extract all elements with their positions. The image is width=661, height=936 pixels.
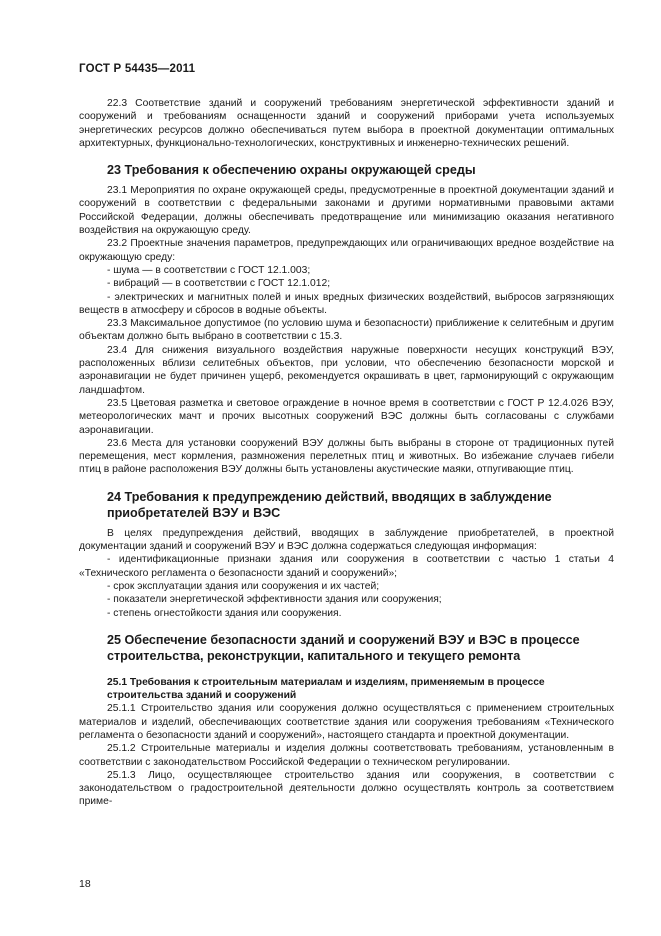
paragraph: 23.6 Места для установки сооружений ВЭУ должны быть выбраны в стороне от традиционных путей перемещения, мест кормления, размножения перелетных птиц и животных. Во избежание случаев гибели птиц в районе расположения ВЭУ должны быть установлены акустические маяки, отпугивающие птиц. xyxy=(79,437,614,476)
list-item: - вибраций — в соответствии с ГОСТ 12.1.012; xyxy=(107,278,331,290)
paragraph: 25.1.1 Строительство здания или сооружения должно осуществляться с применением строительных материалов и изделий, обеспечивающих соответствие здания или сооружения требованиям «Технического регламента о безопасности зданий и сооружений», настоящего стандарта и проектной документации. xyxy=(79,703,614,741)
standard-header: ГОСТ Р 54435—2011 xyxy=(79,63,196,75)
paragraph: 23.4 Для снижения визуального воздействия наружные поверхности несущих конструкций ВЭУ, расположенных вблизи селитебных объектов, при условии, что обеспечению безопасности морской и аэронавигации не будет причинен ущерб, рекомендуется окрашивать в цвет, гармонирующий с окружающим ландшафтом. xyxy=(79,344,614,396)
section-heading: 23 Требования к обеспечению охраны окружающей среды xyxy=(107,163,476,178)
paragraph: 23.3 Максимальное допустимое (по условию шума и безопасности) приближение к селитебным и другим объектам должно быть выбрано в соответствии с 15.3. xyxy=(79,318,614,343)
list-item: - шума — в соответствии с ГОСТ 12.1.003; xyxy=(107,264,311,276)
list-item: - срок эксплуатации здания или сооружения и их частей; xyxy=(107,580,380,592)
spacer xyxy=(79,150,614,162)
document-body xyxy=(79,97,614,809)
paragraph: 25.1.2 Строительные материалы и изделия должны соответствовать требованиям, установленным в соответствии с законодательством Российской Федерации о техническом регулировании. xyxy=(79,743,614,768)
section-heading: 24 Требования к предупреждению действий, вводящих в заблуждение приобретателей ВЭУ и ВЭС xyxy=(107,489,552,520)
paragraph: 23.5 Цветовая разметка и световое ограждение в ночное время в соответствии с ГОСТ Р 12.4.026 ВЭУ, метеорологических мачт и прочих высотных сооружений ВЭС должны быть согласованы с службами аэронавигации. xyxy=(79,397,614,436)
list-item: - степень огнестойкости здания или сооружения. xyxy=(107,607,342,619)
list-item: - идентификационные признаки здания или сооружения в соответствии с частью 1 статьи 4 «Технического регламента о безопасности зданий и сооружений»; xyxy=(79,554,614,579)
list-item: - показатели энергетической эффективности здания или сооружения; xyxy=(107,594,442,606)
subsection-heading: 25.1 Требования к строительным материалам и изделиям, применяемым в процессе строительства зданий и сооружений xyxy=(107,676,545,702)
spacer xyxy=(79,477,614,489)
paragraph: 25.1.3 Лицо, осуществляющее строительство здания или сооружения, в соответствии с законодательством о градостроительной деятельности должно осуществлять контроль за соответствием приме- xyxy=(79,769,614,808)
section-heading: 25 Обеспечение безопасности зданий и сооружений ВЭУ и ВЭС в процессе строительства, реконструкции, капитального и текущего ремонта xyxy=(107,632,580,663)
spacer xyxy=(79,620,614,632)
paragraph: 23.1 Мероприятия по охране окружающей среды, предусмотренные в проектной документации зданий и сооружений в соответствии с федеральными законами и другими нормативными правовыми актами Российской Федерации, должны обеспечивать предотвращение или минимизацию оказания негативного воздействия на окружающую среду. xyxy=(79,185,614,237)
page-number: 18 xyxy=(79,878,91,890)
paragraph: 23.2 Проектные значения параметров, предупреждающих или ограничивающих вредное воздействие на окружающую среду: xyxy=(79,238,614,263)
list-item: - электрических и магнитных полей и иных вредных физических воздействий, выбросов загрязняющих веществ в атмосферу и сбросов в водные объекты. xyxy=(79,291,614,316)
paragraph: 22.3 Соответствие зданий и сооружений требованиям энергетической эффективности зданий и сооружений и требованиям оснащенности зданий и сооружений приборами учета используемых энергетических ресурсов должно обеспечиваться путем выбора в проектной документации оптимальных архитектурных, функционально-технологических, конструктивных и инженерно-технических решений. xyxy=(79,98,614,149)
paragraph: В целях предупреждения действий, вводящих в заблуждение приобретателей, в проектной документации зданий и сооружений ВЭУ и ВЭС должна содержаться следующая информация: xyxy=(79,527,614,553)
